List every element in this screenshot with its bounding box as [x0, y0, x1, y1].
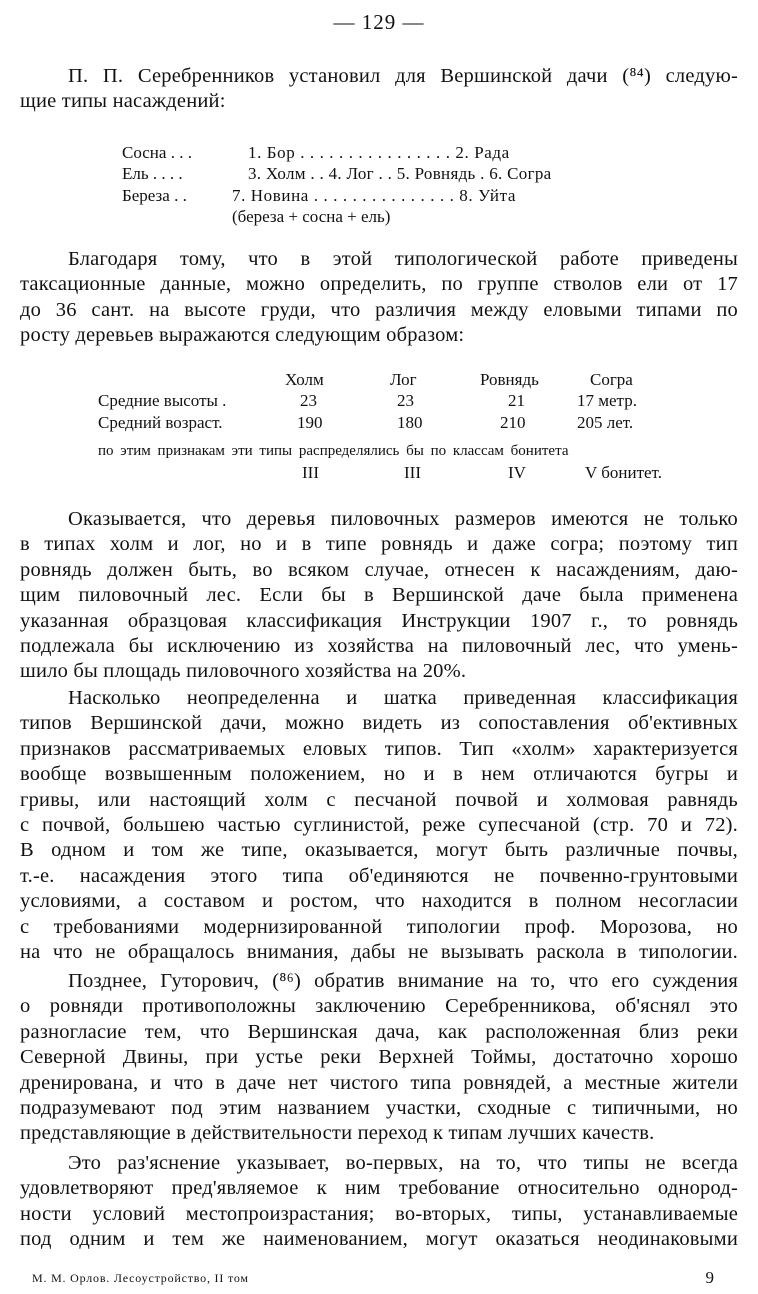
text-line: удовлетворяют пред'являемое к ним требование относительно однород- [20, 1177, 738, 1200]
text-line: с требованиями модернизированной типологии проф. Морозова, но [20, 915, 738, 938]
text-line: ности условий местопроизрастания; во-вторых, типы, устанавливаемые [20, 1202, 738, 1225]
row-label: Средний возраст. [98, 413, 223, 432]
table-cell: 180 [397, 413, 423, 432]
types-cell: 1. Бор . . . . . . . . . . . . . . . . 2. Рада [248, 143, 510, 162]
text-line: гривы, или настоящий холм с песчаной почвой и холмовая равнядь [20, 788, 738, 811]
text-line: Северной Двины, при устье реки Верхней Тоймы, достаточно хорошо [20, 1046, 738, 1069]
text-line: о ровняди противоположны заключению Серебренникова, об'яснял это [20, 995, 738, 1018]
text-line: представляющие в действительности переход к типам лучших качеств. [20, 1122, 655, 1145]
table-cell: 23 [300, 391, 317, 410]
text-line: в типах холм и лог, но и в типе ровнядь и даже согра; поэтому тип [20, 533, 738, 556]
text-line: Насколько неопределенна и шатка приведенная классификация [68, 687, 738, 709]
class-cell: IV [508, 463, 526, 482]
text-line: т.-е. насаждения этого типа об'единяются не почвенно-грунтовыми [20, 864, 738, 887]
text-line: Благодаря тому, что в этой типологической работе приведены [68, 248, 738, 270]
types-cell: 7. Новина . . . . . . . . . . . . . . . 8. Уйта [232, 186, 516, 205]
species-label: Береза . . [122, 186, 187, 205]
text-line: на что не обращалось внимания, дабы не вызывать раскола в типологии. [20, 941, 738, 964]
text-line: дренирована, и что в даче нет чистого типа ровнядей, а местные жители [20, 1071, 738, 1094]
text-line: П. П. Серебренников установил для Вершинской дачи (⁸⁴) следую- [68, 65, 738, 87]
text-line: подразумевают под этим названием участки, сходные с типичными, но [20, 1097, 738, 1120]
table-cell: 21 [508, 391, 525, 410]
text-line: вообще возвышенным положением, но и в нем отличаются бугры и [20, 763, 738, 786]
column-header: Ровнядь [480, 370, 539, 389]
text-line: признаков рассматриваемых еловых типов. Тип «холм» характеризуется [20, 737, 738, 760]
column-header: Согра [590, 370, 633, 389]
column-header: Холм [285, 370, 324, 389]
paragraph [20, 686, 738, 965]
text-line: щим пиловочный лес. Если бы в Вершинской даче была применена [20, 584, 738, 607]
text-line: росту деревьев выражаются следующим образом: [20, 324, 465, 347]
table-note: по этим признакам эти типы распределялись бы по классам бонитета [98, 443, 569, 459]
table-cell: 205 лет. [577, 413, 634, 432]
text-line: под одним и тем же наименованием, могут оказаться неодинаковыми [20, 1228, 738, 1251]
text-line: типов Вершинской дачи, можно видеть из сопоставления об'ективных [20, 712, 738, 735]
paragraph [20, 507, 738, 685]
class-cell: III [302, 463, 319, 482]
table-cell: 23 [397, 391, 414, 410]
text-line: шило бы площадь пиловочного хозяйства на 20%. [20, 660, 467, 683]
text-line: до 36 сант. на высоте груди, что различия между еловыми типами по [20, 298, 738, 321]
text-line: Это раз'яснение указывает, во-первых, на то, что типы не всегда [68, 1152, 738, 1174]
paragraph [20, 969, 738, 1147]
mixture-note: (береза + сосна + ель) [232, 207, 391, 226]
text-line: Позднее, Гуторович, (⁸⁶) обратив внимание на то, что его суждения [68, 970, 738, 992]
page-number: — 129 — [333, 10, 425, 34]
row-label: Средние высоты . [98, 391, 227, 410]
text-line: ровнядь должен быть, во всяком случае, отнесен к насаждениям, даю- [20, 558, 738, 581]
class-cell: III [404, 463, 421, 482]
species-label: Ель . . . . [122, 164, 183, 183]
intro-paragraph [20, 64, 738, 115]
text-line: указанная образцовая классификация Инструкции 1907 г., то ровнядь [20, 609, 738, 632]
text-line: В одном и том же типе, оказывается, могут быть различные почвы, [20, 839, 738, 862]
text-line: с почвой, большею частью суглинистой, реже супесчаной (стр. 70 и 72). [20, 814, 738, 837]
text-line: щие типы насаждений: [20, 90, 226, 113]
text-line: Оказывается, что деревья пиловочных размеров имеются не только [68, 508, 738, 530]
class-cell: V бонитет. [585, 463, 662, 482]
paragraph [20, 1151, 738, 1253]
table-cell: 210 [500, 413, 526, 432]
species-label: Сосна . . . [122, 143, 192, 162]
text-line: таксационные данные, можно определить, по группе стволов ели от 17 [20, 273, 738, 296]
table-cell: 17 метр. [577, 391, 637, 410]
text-line: разногласие тем, что Вершинская дача, как расположенная близ реки [20, 1020, 738, 1043]
table-cell: 190 [297, 413, 323, 432]
paragraph [20, 247, 738, 349]
text-line: условиями, а составом и ростом, что находится в полном несогласии [20, 890, 738, 913]
text-line: подлежала бы исключению из хозяйства на пиловочный лес, что умень- [20, 635, 738, 658]
signature-number: 9 [705, 1268, 714, 1287]
footer-signature: М. М. Орлов. Лесоустройство, II том [32, 1271, 249, 1285]
column-header: Лог [390, 370, 417, 389]
types-cell: 3. Холм . . 4. Лог . . 5. Ровнядь . 6. Согра [248, 164, 552, 183]
